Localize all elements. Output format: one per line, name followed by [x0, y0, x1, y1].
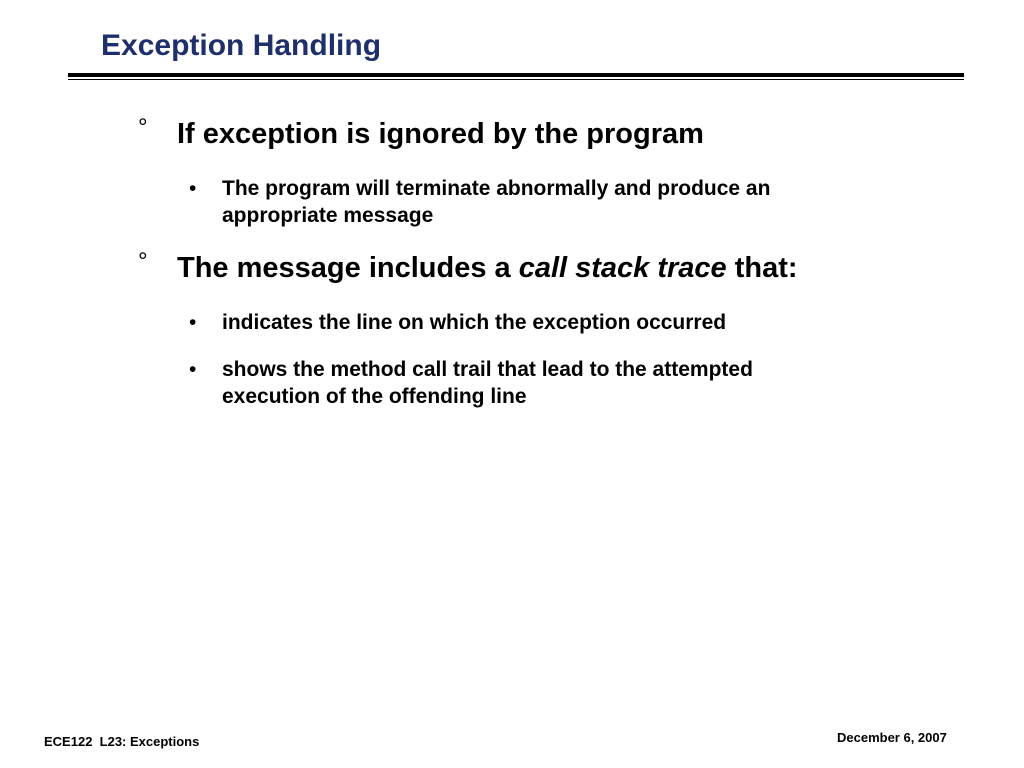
sub-bullet-text: [222, 356, 942, 410]
dot-bullet-icon: •: [189, 177, 197, 200]
sub-bullet-line: shows the method call trail that lead to the attempted: [222, 358, 753, 381]
degree-bullet-icon: °: [138, 248, 148, 275]
slide-title: Exception Handling: [101, 29, 382, 62]
bullet-text-lead: The message includes a: [177, 252, 519, 284]
title-rule-thick: [68, 73, 964, 77]
sub-bullet-line: execution of the offending line: [222, 385, 527, 408]
title-rule-thin: [68, 79, 964, 80]
sub-bullet-line: indicates the line on which the exception occurred: [222, 311, 727, 334]
footer-course-label: ECE122 L23: Exceptions: [44, 734, 200, 749]
bullet-text: If exception is ignored by the program: [177, 118, 704, 150]
bullet-text-emphasis: call stack trace: [518, 252, 727, 284]
degree-bullet-icon: °: [138, 114, 148, 141]
sub-bullet-text: [222, 175, 942, 229]
sub-bullet-line: The program will terminate abnormally and produce an: [222, 177, 771, 200]
sub-bullet-text: [222, 309, 942, 336]
bullet-text: [177, 252, 798, 285]
footer-date: December 6, 2007: [837, 730, 947, 745]
dot-bullet-icon: •: [189, 311, 197, 334]
bullet-text-tail: that:: [726, 252, 798, 284]
sub-bullet-line: appropriate message: [222, 204, 434, 227]
dot-bullet-icon: •: [189, 358, 197, 381]
